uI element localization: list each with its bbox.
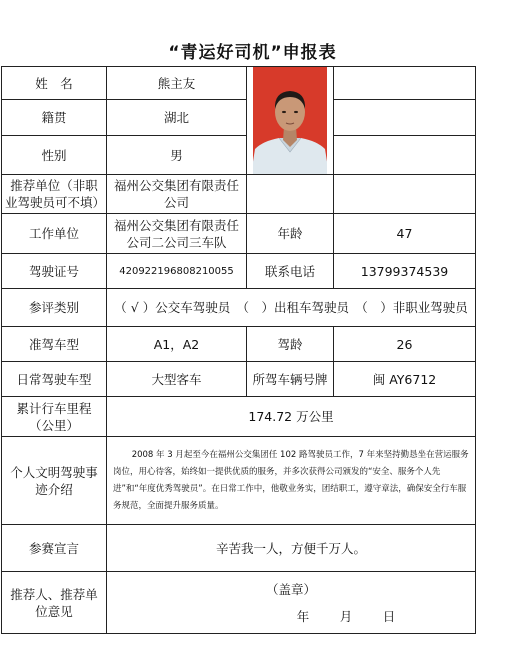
gender-label: 性别	[2, 136, 107, 175]
recommender-opinion-label: 推荐人、推荐单位意见	[2, 572, 107, 634]
story-value: 2008 年 3 月起至今在福州公交集团任 102 路驾驶员工作，7 年来坚持勤恳坐在营运服务岗位，用心待客，始终如一提供优质的服务，并多次获得公司颁发的“安全、服务个人先进”和“年度优秀驾驶员”。在日常工作中，他敬业务实，团结职工，遵守章法，确保安全行车服务规范，全面提升服务质量。	[107, 437, 476, 525]
daily-vehicle-value: 大型客车	[107, 362, 247, 397]
mileage-label: 累计行车里程（公里）	[2, 397, 107, 437]
plate-value: 闽 AY6712	[334, 362, 476, 397]
applicant-photo	[253, 67, 327, 174]
driving-years-label: 驾龄	[247, 327, 334, 362]
license-no-value: 420922196808210055	[107, 254, 247, 289]
date-text: 年 月 日	[296, 608, 396, 624]
hometown-label: 籍贯	[2, 100, 107, 136]
recommender-unit-label: 推荐单位（非职业驾驶员可不填）	[2, 175, 107, 214]
name-label: 姓 名	[2, 67, 107, 100]
driving-years-value: 26	[334, 327, 476, 362]
work-unit-label: 工作单位	[2, 214, 107, 254]
photo-cell	[247, 67, 334, 175]
hometown-value: 湖北	[107, 100, 247, 136]
pledge-value: 辛苦我一人，方便千万人。	[107, 525, 476, 572]
vehicle-class-label: 准驾车型	[2, 327, 107, 362]
photo-side-cell	[334, 67, 476, 100]
recommender-unit-value: 福州公交集团有限责任公司	[107, 175, 247, 214]
pledge-label: 参赛宣言	[2, 525, 107, 572]
plate-label: 所驾车辆号牌	[247, 362, 334, 397]
empty-cell	[334, 136, 476, 175]
gender-value: 男	[107, 136, 247, 175]
empty-cell	[247, 175, 334, 214]
seal-text: （盖章）	[265, 581, 316, 597]
license-no-label: 驾驶证号	[2, 254, 107, 289]
empty-cell	[334, 175, 476, 214]
phone-label: 联系电话	[247, 254, 334, 289]
form-title: “青运好司机”申报表	[168, 43, 337, 63]
work-unit-value: 福州公交集团有限责任公司二公司三车队	[107, 214, 247, 254]
empty-cell	[334, 100, 476, 136]
daily-vehicle-label: 日常驾驶车型	[2, 362, 107, 397]
story-label: 个人文明驾驶事迹介绍	[2, 437, 107, 525]
age-label: 年龄	[247, 214, 334, 254]
name-value: 熊主友	[107, 67, 247, 100]
application-form-table	[1, 66, 476, 634]
category-value: （ √ ）公交车驾驶员 （ ）出租车驾驶员 （ ）非职业驾驶员	[107, 289, 476, 327]
vehicle-class-value: A1，A2	[107, 327, 247, 362]
phone-value: 13799374539	[334, 254, 476, 289]
recommender-opinion-value	[107, 572, 476, 634]
age-value: 47	[334, 214, 476, 254]
category-label: 参评类别	[2, 289, 107, 327]
mileage-value: 174.72 万公里	[107, 397, 476, 437]
